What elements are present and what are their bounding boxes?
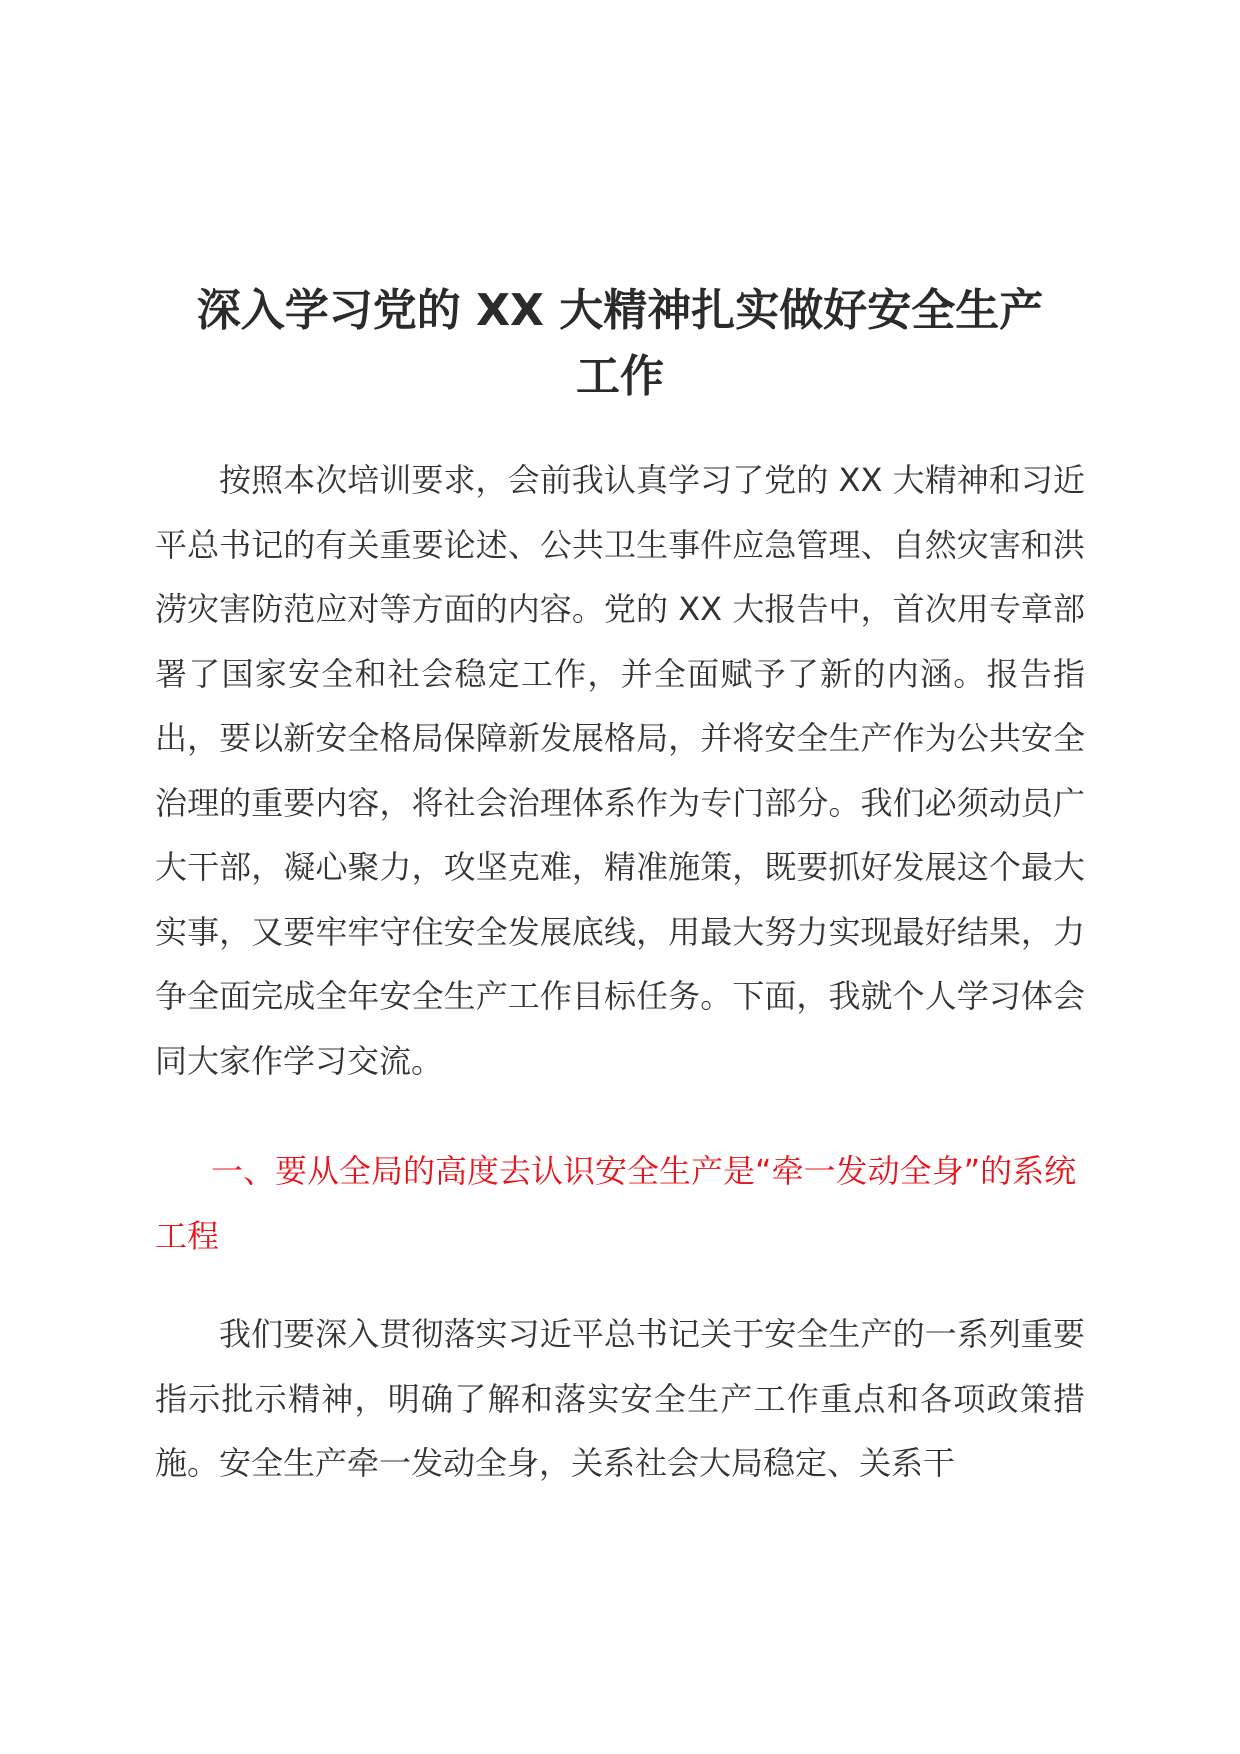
title-line-1: 深入学习党的 XX 大精神扎实做好安全生产 <box>196 285 1044 336</box>
section-1-paragraph: 我们要深入贯彻落实习近平总书记关于安全生产的一系列重要指示批示精神，明确了解和落实安全生产工作重点和各项政策措施。安全生产牵一发动全身，关系社会大局稳定、关系干 <box>155 1315 1085 1482</box>
title-line-2: 工作 <box>576 351 664 402</box>
document-title <box>155 278 1085 410</box>
intro-paragraph: 按照本次培训要求，会前我认真学习了党的 XX 大精神和习近平总书记的有关重要论述、公共卫生事件应急管理、自然灾害和洪涝灾害防范应对等方面的内容。党的 XX 大报告中，首次用专章部署了国家安全和社会稳定工作，并全面赋予了新的内涵。报告指出，要以新安全格局保障新发展格局，并将安全生产作为公共安全治理的重要内容，将社会治理体系作为专门部分。我们必须动员广大干部，凝心聚力，攻坚克难，精准施策，既要抓好发展这个最大实事，又要牢牢守住安全发展底线，用最大努力实现最好结果，力争全面完成全年安全生产工作目标任务。下面，我就个人学习体会同大家作学习交流。 <box>155 461 1085 1080</box>
section-heading-1: 一、要从全局的高度去认识安全生产是“牵一发动全身”的系统工程 <box>155 1152 1077 1255</box>
